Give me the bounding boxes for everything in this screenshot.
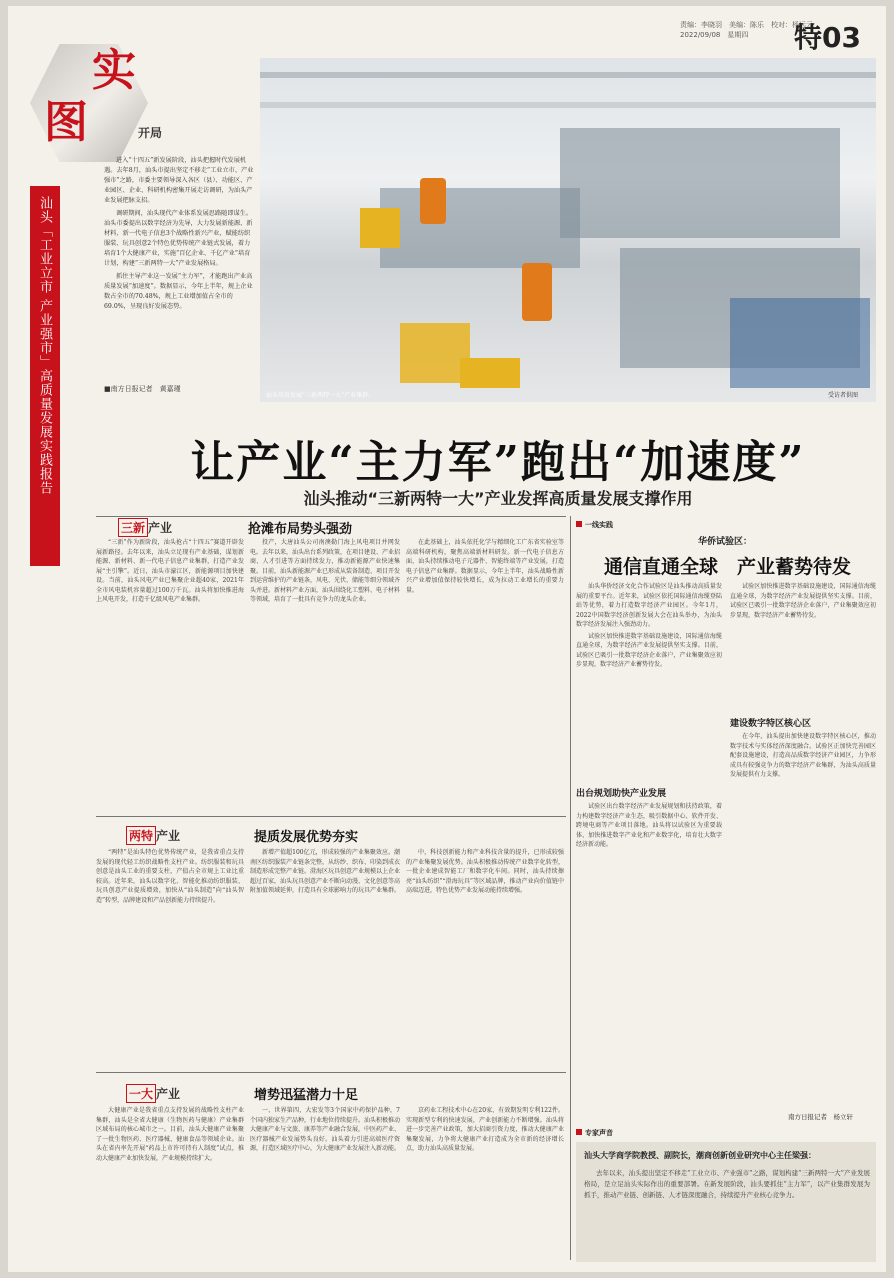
paragraph: 大健康产业是我省重点支持发展的战略性支柱产业集群，汕头是全省大健康（生物医药与健康）产业集群区域布局的核心城市之一。目前，汕头大健康产业集聚了一批生物医药、医疗器械、健康食品等领域企业。汕头在省内率先开展“药品上市许可持有人制度”试点，推动大健康产业加快发展，产业规模持续扩大。 (96, 1107, 244, 1162)
sidebar-byline: 南方日报记者 杨立轩 (788, 1113, 853, 1121)
text-column (96, 848, 244, 1066)
factory-photo (260, 58, 876, 402)
photo-machinery (380, 188, 580, 268)
paragraph: 去年以来，汕头提出坚定不移走“工业立市、产业强市”之路，谋划构建“三新两特一大”产业发展格局，是立足汕头实际作出的重要部署。在新发展阶段，汕头要抓住“主力军”，以产业集群发展为抓手，推动产业链、创新链、人才链深度融合，持续提升产业核心竞争力。 (584, 1169, 870, 1199)
sidebar-tag: 一线实践 (576, 520, 613, 530)
sidebar-heading: 建设数字特区核心区 (730, 719, 812, 729)
text-column (406, 848, 564, 1066)
newspaper-page (8, 6, 886, 1272)
sidebar-column (576, 582, 722, 782)
section-tag-rest: 产业 (156, 829, 181, 843)
column-divider (570, 516, 571, 1260)
paragraph: 试验区出台数字经济产业发展规划和扶持政策，着力构建数字经济产业生态，吸引数据中心、软件开发、跨境电商等产业项目落地。汕头将以试验区为重要载体，加快推进数字产业化和产业数字化，培育壮大数字经济新动能。 (576, 803, 722, 848)
section-tag-rest: 产业 (156, 1087, 181, 1101)
section-subtitle: 增势迅猛潜力十足 (254, 1088, 359, 1103)
paragraph: 汕头华侨经济文化合作试验区是汕头推动高质量发展的重要平台。近年来，试验区依托国际通信海缆登陆站等优势，着力打造数字经济产业园区。今年1月，2022中国数字经济创新发展大会在汕头举办，为汕头数字经济发展注入强劲动力。 (576, 583, 722, 628)
photo-beam (260, 72, 876, 78)
page-number: 特03 (794, 21, 861, 54)
section-tag-rest: 产业 (148, 521, 173, 535)
intro-column (104, 156, 254, 312)
robot-arm (420, 178, 446, 224)
paragraph: 在此基础上，汕头依托化学与精细化工广东省实验室等高端科研机构，聚焦高端新材料研发。新一代电子信息方面，汕头持续推动电子元器件、智能终端等产业发展，打造电子信息产业集群。数据显示，今年上半年，汕头战略性新兴产业增加值保持较快增长，成为拉动工业增长的重要力量。 (406, 539, 564, 594)
masthead-sub: 开局 (138, 126, 163, 140)
paragraph: 中，科技创新能力和产业科技含量的提升，已形成较强的产业集聚发展优势。汕头积极推动传统产业数字化转型，一批企业建成智能工厂和数字化车间。同时，汕头持续擦亮“汕头纺织”“澄海玩具”等区域品牌，推动产业向价值链中高端迈进，特色优势产业发展动能持续增强。 (406, 849, 564, 894)
photo-caption: 汕头培育发展“三新两特一大”产业集群。 (266, 392, 375, 399)
section-tag-box: 一大 (126, 1084, 156, 1103)
sidebar-heading: 出台规划助快产业发展 (576, 789, 667, 799)
sidebar-title: 通信直通全球 产业蓄势待发 (604, 556, 852, 578)
section-tag (118, 518, 172, 537)
expert-quote (584, 1168, 870, 1258)
text-column (250, 538, 400, 808)
paragraph: “两特”是汕头特色优势传统产业，是我省重点支持发展的现代轻工纺织战略性支柱产业。纺织服装和玩具创意是汕头工业的重要支柱，产值占全市规上工业比重较高。近年来，汕头以数字化、智能化推动纺织服装、玩具创意产业提质增效，加快从“汕头制造”向“汕头智造”转型，品牌建设和产品创新能力持续提升。 (96, 849, 244, 904)
text-column (96, 538, 244, 808)
intro-paragraph: 抓住主导产业这一发展“主力军”，才能跑出产业高质量发展“加速度”。数据显示，今年上半年，规上企业数占全市的70.48%，规上工业增加值占全市的69.0%，呈现良好发展态势。 (104, 273, 253, 310)
paragraph: 投产，大唐汕头公司南澳勒门海上风电项目并网发电。去年以来，汕头出台系列政策，在项目建设、产业招商、人才引进等方面持续发力，推动新能源产业快速集聚。目前，汕头新能源产业已形成从装备制造、项目开发到运营维护的产业链条，风电、光伏、储能等细分领域齐头并进。新材料产业方面，汕头围绕化工塑料、电子材料等领域，培育了一批具有竞争力的龙头企业。 (250, 539, 400, 603)
intro-paragraph: 调研期间，汕头现代产业体系发展思路随即谋生。汕头市委提出以数字经济为先导，大力发展新能源、新材料、新一代电子信息3个战略性新兴产业，赋能纺织服装、玩具创意2个特色优势传统产业链式发展，着力培育1个大健康产业，实施“百亿企业、千亿产业”培育计划，构建“三新两特一大”产业发展格局。 (104, 210, 253, 267)
sub-headline: 汕头推动“三新两特一大”产业发挥高质量发展支撑作用 (303, 489, 693, 508)
masthead-char-a: 实 (92, 45, 136, 96)
robot-arm (522, 263, 552, 321)
sidebar-column (730, 732, 876, 1102)
section-tag-box: 两特 (126, 826, 156, 845)
paragraph: “三新”作为新阶段，汕头抢占“十四五”赛道开辟发展新路径。去年以来，汕头立足现有产业基础，谋划新能源、新材料、新一代电子信息产业集群，打造产业发展“主引擎”。近日，汕头市濠江区，新能源项目加快建设。当前，汕头风电产业已集聚企业超40家，2021年全市风电装机容量超过100万千瓦。汕头将加快推进海上风电开发，打造千亿级风电产业集群。 (96, 539, 244, 603)
series-banner-text: 汕头「工业立市 产业强市」高质量发展实践报告 (37, 196, 52, 496)
divider (96, 516, 566, 517)
photo-machinery (730, 298, 870, 388)
paragraph: 新增产值超100亿元，形成较强的产业集聚效应。潮南区纺织服装产业链条完整，从纺纱、织布、印染到成衣制造形成完整产业链。澄海区玩具创意产业规模以上企业超过百家，汕头玩具创意产业不断向动漫、文化创意等高附加值领域延伸，打造具有全球影响力的玩具产业集群。 (250, 849, 400, 894)
divider (96, 816, 566, 817)
paragraph: 试验区加快推进数字基础设施建设，国际通信海缆直通全球，为数字经济产业发展提供坚实支撑。目前，试验区已吸引一批数字经济企业落户，产业集聚效应初步显现，数字经济产业蓄势待发。 (576, 632, 722, 668)
paragraph: 一、世界第四，大宏发等3个国家中药保护品种，7个国内独家生产品种，行业地位持续提升。汕头积极推动大健康产业与文旅、康养等产业融合发展，中医药产业、医疗器械产业发展势头良好。汕头着力引进高端医疗资源，打造区域医疗中心，为大健康产业发展注入新动能。 (250, 1107, 400, 1152)
yellow-fixture (360, 208, 400, 248)
section-subtitle: 提质发展优势夯实 (254, 830, 359, 845)
main-headline: 让产业“主力军”跑出“加速度” (190, 437, 806, 488)
yellow-fixture (460, 358, 520, 388)
intro-paragraph: 进入“十四五”新发展阶段，汕头把握时代发展机遇。去年8月，汕头市提出坚定不移走“工业立市、产业强市”之路，市委主要领导深入各区（县）、功能区、产业园区、企业、科研机构密集开展走访调研，为汕头产业发展把脉支招。 (104, 157, 254, 204)
text-column (406, 1106, 564, 1264)
photo-beam (260, 102, 876, 108)
paragraph: 京药业工程技术中心在20家，有效期发明专利122件。实现新型专利的快速发展，产业创新能力不断增强。汕头将进一步完善产业政策，加大招商引资力度，推动大健康产业集聚发展，力争将大健康产业打造成为全市新的经济增长点，助力汕头高质量发展。 (406, 1107, 564, 1152)
text-column (406, 538, 564, 808)
section-tag-box: 三新 (118, 518, 148, 537)
text-column (96, 1106, 244, 1264)
masthead-char-b: 图 (44, 97, 88, 148)
photo-machinery (560, 128, 840, 238)
photo-credit: 受访者供图 (828, 392, 859, 399)
intro-byline: ■南方日报记者 黄嘉瑾 (104, 385, 181, 393)
section-tag (126, 1084, 180, 1103)
text-column (250, 848, 400, 1066)
section-subtitle: 抢滩布局势头强劲 (248, 522, 353, 537)
divider (96, 1072, 566, 1073)
sidebar-column (576, 802, 722, 1102)
section-tag (126, 826, 180, 845)
editor-credits: 责编：李晓羽 美编：陈乐 校对：杨远云 (680, 21, 813, 29)
masthead (30, 34, 180, 174)
sidebar-kicker: 华侨试验区： (698, 537, 753, 547)
expert-tag: 专家声音 (576, 1128, 613, 1138)
paragraph: 在今年，汕头提出加快建设数字特区核心区，推动数字技术与实体经济深度融合。试验区正加快完善园区配套设施建设，打造高品质数字经济产业园区，力争形成具有较强竞争力的数字经济产业集群，为汕头高质量发展提供有力支撑。 (730, 733, 876, 778)
expert-heading: 汕头大学商学院教授、副院长，潮商创新创业研究中心主任梁强： (584, 1151, 816, 1160)
text-column (250, 1106, 400, 1264)
sidebar-column (730, 582, 876, 712)
paragraph: 试验区加快推进数字基础设施建设，国际通信海缆直通全球，为数字经济产业发展提供坚实支撑。目前，试验区已吸引一批数字经济企业落户，产业集聚效应初步显现，数字经济产业蓄势待发。 (730, 583, 876, 619)
issue-date: 2022/09/08 星期四 (680, 31, 749, 39)
